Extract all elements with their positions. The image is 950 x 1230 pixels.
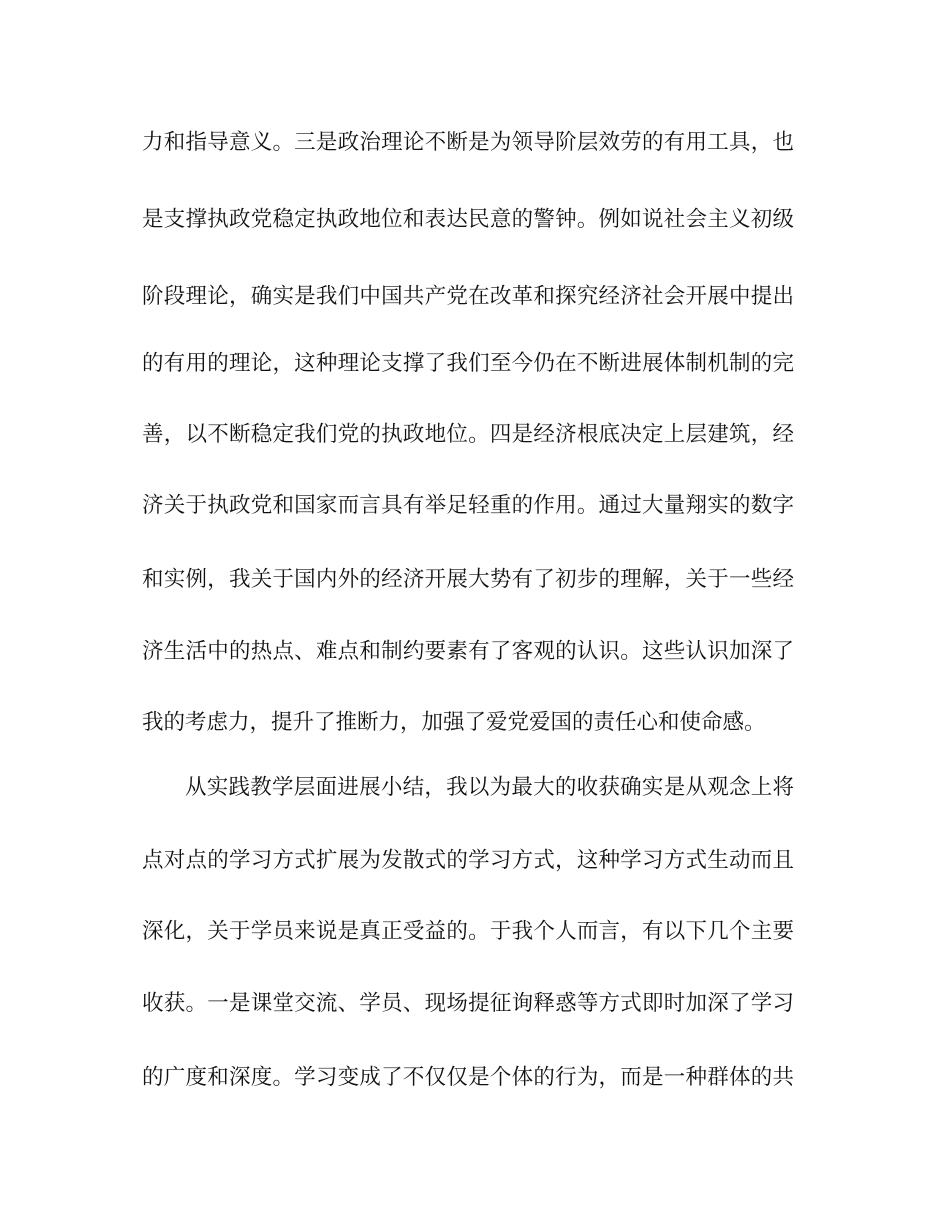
text-line-11: 点对点的学习方式扩展为发散式的学习方式，这种学习方式生动而且 [142, 848, 794, 873]
text-line-13: 收获。一是课堂交流、学员、现场提征询释惑等方式即时加深了学习 [142, 991, 794, 1016]
text-line-2: 是支撑执政党稳定执政地位和表达民意的警钟。例如说社会主义初级 [142, 207, 794, 232]
text-line-6: 济关于执政党和国家而言具有举足轻重的作用。通过大量翔实的数字 [142, 493, 794, 518]
text-line-1: 力和指导意义。三是政治理论不断是为领导阶层效劳的有用工具，也 [142, 130, 794, 155]
text-line-10: 从实践教学层面进展小结，我以为最大的收获确实是从观念上将 [185, 775, 794, 800]
text-line-9: 我的考虑力，提升了推断力，加强了爱党爱国的责任心和使命感。 [142, 710, 766, 735]
text-line-7: 和实例，我关于国内外的经济开展大势有了初步的理解，关于一些经 [142, 567, 794, 592]
text-line-14: 的广度和深度。学习变成了不仅仅是个体的行为，而是一种群体的共 [142, 1065, 794, 1090]
text-line-5: 善，以不断稳定我们党的执政地位。四是经济根底决定上层建筑，经 [142, 422, 794, 447]
text-line-12: 深化，关于学员来说是真正受益的。于我个人而言，有以下几个主要 [142, 919, 794, 944]
text-line-4: 的有用的理论，这种理论支撑了我们至今仍在不断进展体制机制的完 [142, 351, 794, 376]
text-line-8: 济生活中的热点、难点和制约要素有了客观的认识。这些认识加深了 [142, 639, 794, 664]
text-line-3: 阶段理论，确实是我们中国共产党在改革和探究经济社会开展中提出 [142, 284, 794, 309]
